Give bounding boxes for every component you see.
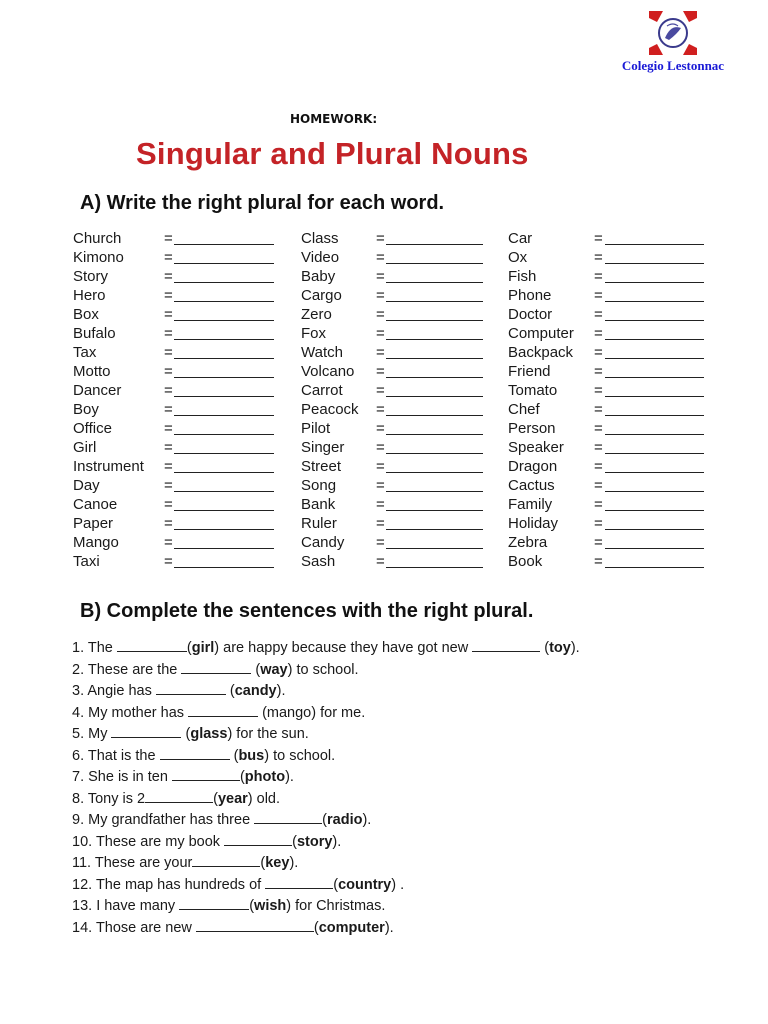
singular-word: Instrument — [73, 458, 144, 475]
equals-sign: = — [594, 439, 603, 456]
equals-sign: = — [594, 401, 603, 418]
equals-sign: = — [164, 534, 173, 551]
equals-sign: = — [164, 230, 173, 247]
sentence-number: 11. — [72, 855, 95, 871]
equals-sign: = — [164, 515, 173, 532]
singular-word: Dancer — [73, 382, 122, 399]
equals-sign: = — [376, 287, 385, 304]
sentence-item — [72, 810, 580, 832]
plural-answer-blank[interactable] — [386, 548, 483, 549]
sentence-text: My mother has — [88, 704, 189, 721]
answer-blank[interactable] — [179, 897, 249, 910]
sentence-text: ( — [229, 747, 239, 764]
equals-sign: = — [594, 496, 603, 513]
equals-sign: = — [164, 287, 173, 304]
sentence-text: ). — [362, 812, 372, 828]
singular-word: Class — [301, 230, 339, 247]
answer-blank[interactable] — [265, 876, 333, 889]
sentence-item — [72, 875, 580, 897]
equals-sign: = — [376, 363, 385, 380]
school-crest-icon — [645, 8, 701, 58]
equals-sign: = — [376, 344, 385, 361]
sentence-text: ). — [332, 833, 342, 850]
equals-sign: = — [376, 249, 385, 266]
equals-sign: = — [376, 230, 385, 247]
answer-blank[interactable] — [111, 725, 181, 738]
singular-word: Sash — [301, 553, 336, 570]
noun-hint: candy — [234, 683, 277, 699]
singular-word: Paper — [73, 515, 114, 532]
equals-sign: = — [164, 496, 173, 513]
plural-answer-blank[interactable] — [174, 472, 274, 473]
equals-sign: = — [376, 477, 385, 494]
answer-blank[interactable] — [145, 790, 213, 803]
answer-blank[interactable] — [192, 854, 260, 867]
plural-answer-blank[interactable] — [386, 301, 483, 302]
sentence-text: My grandfather has three — [88, 812, 255, 828]
equals-sign: = — [594, 268, 603, 285]
plural-answer-blank[interactable] — [605, 453, 704, 454]
plural-answer-blank[interactable] — [605, 548, 704, 549]
noun-hint: country — [338, 876, 392, 893]
sentence-number: 4. — [72, 704, 89, 721]
noun-hint: photo — [244, 769, 286, 785]
answer-blank[interactable] — [117, 639, 187, 652]
singular-word: Computer — [508, 325, 574, 342]
sentence-item — [72, 767, 580, 789]
plural-answer-blank[interactable] — [174, 548, 274, 549]
sentence-text: ( — [322, 812, 328, 828]
plural-answer-blank[interactable] — [386, 491, 483, 492]
equals-sign: = — [376, 420, 385, 437]
sentence-number: 3. — [72, 683, 88, 699]
singular-word: Book — [508, 553, 543, 570]
sentence-text: ) old. — [247, 790, 281, 807]
equals-sign: = — [376, 439, 385, 456]
plural-answer-blank[interactable] — [386, 510, 483, 511]
plural-answer-blank[interactable] — [605, 434, 704, 435]
plural-answer-blank[interactable] — [386, 244, 483, 245]
singular-word: Canoe — [73, 496, 118, 513]
plural-answer-blank[interactable] — [386, 282, 483, 283]
sentence-item — [72, 746, 580, 768]
plural-answer-blank[interactable] — [386, 320, 483, 321]
equals-sign: = — [164, 382, 173, 399]
singular-word: Day — [73, 477, 100, 494]
equals-sign: = — [164, 306, 173, 323]
plural-answer-blank[interactable] — [386, 358, 483, 359]
plural-answer-blank[interactable] — [174, 263, 274, 264]
equals-sign: = — [164, 458, 173, 475]
singular-word: Peacock — [301, 401, 359, 418]
equals-sign: = — [376, 401, 385, 418]
equals-sign: = — [594, 534, 603, 551]
plural-answer-blank[interactable] — [605, 491, 704, 492]
singular-word: Taxi — [73, 553, 100, 570]
sentence-item — [72, 789, 580, 811]
equals-sign: = — [594, 363, 603, 380]
sentence-text: ) to school. — [264, 747, 336, 764]
sentence-text: Those are new — [95, 919, 196, 936]
noun-hint: computer — [318, 919, 385, 936]
sentence-number: 7. — [72, 769, 89, 785]
school-name: Colegio Lestonnac — [621, 58, 725, 73]
singular-word: Pilot — [301, 420, 331, 437]
singular-word: Baby — [301, 268, 336, 285]
noun-hint: year — [217, 790, 248, 807]
plural-answer-blank[interactable] — [386, 472, 483, 473]
answer-blank[interactable] — [188, 704, 258, 717]
sentence-text: ( — [333, 876, 339, 893]
sentence-text: ( — [260, 855, 266, 871]
singular-word: Story — [73, 268, 109, 285]
singular-word: Person — [508, 420, 556, 437]
singular-word: Song — [301, 477, 337, 494]
plural-answer-blank[interactable] — [605, 415, 704, 416]
sentence-text: The — [87, 640, 117, 656]
sentence-item — [72, 681, 580, 703]
singular-word: Watch — [301, 344, 343, 361]
singular-word: Kimono — [73, 249, 124, 266]
plural-answer-blank[interactable] — [174, 282, 274, 283]
singular-word: Bufalo — [73, 325, 116, 342]
plural-answer-blank[interactable] — [605, 244, 704, 245]
plural-answer-blank[interactable] — [386, 396, 483, 397]
singular-word: Church — [73, 230, 122, 247]
sentence-item — [72, 638, 580, 660]
sentence-number: 13. — [72, 898, 97, 914]
plural-answer-blank[interactable] — [174, 301, 274, 302]
plural-answer-blank[interactable] — [605, 320, 704, 321]
noun-hint: radio — [327, 812, 363, 828]
plural-answer-blank[interactable] — [605, 396, 704, 397]
singular-word: Car — [508, 230, 533, 247]
answer-blank[interactable] — [160, 747, 230, 760]
sentence-text: ( — [249, 898, 255, 914]
sentence-number: 1. — [72, 640, 88, 656]
equals-sign: = — [594, 287, 603, 304]
equals-sign: = — [594, 477, 603, 494]
noun-hint: bus — [238, 747, 265, 764]
equals-sign: = — [594, 249, 603, 266]
noun-hint: glass — [190, 726, 228, 742]
sentence-number: 6. — [72, 747, 88, 764]
equals-sign: = — [594, 306, 603, 323]
plural-answer-blank[interactable] — [605, 377, 704, 378]
answer-blank[interactable] — [254, 811, 322, 824]
sentence-number: 12. — [72, 876, 96, 893]
sentence-text: These are your — [94, 855, 193, 871]
equals-sign: = — [594, 325, 603, 342]
plural-answer-blank[interactable] — [386, 453, 483, 454]
sentence-text: ) are happy because they have got new — [214, 640, 473, 656]
equals-sign: = — [164, 401, 173, 418]
sentence-text: (mango) for me. — [258, 704, 366, 721]
answer-blank[interactable] — [156, 682, 226, 695]
school-logo-block — [608, 8, 738, 74]
sentence-text: That is the — [87, 747, 160, 764]
answer-blank[interactable] — [224, 833, 292, 846]
plural-answer-blank[interactable] — [386, 434, 483, 435]
singular-word: Ox — [508, 249, 528, 266]
equals-sign: = — [376, 325, 385, 342]
equals-sign: = — [376, 515, 385, 532]
sentence-text: ( — [540, 640, 550, 656]
equals-sign: = — [376, 496, 385, 513]
plural-word-table — [0, 229, 768, 579]
singular-word: Holiday — [508, 515, 559, 532]
plural-answer-blank[interactable] — [386, 263, 483, 264]
sentence-text: ( — [292, 833, 297, 850]
sentence-number: 10. — [72, 833, 96, 850]
sentence-item — [72, 660, 580, 682]
singular-word: Fish — [508, 268, 537, 285]
sentence-text: ) to school. — [287, 661, 359, 678]
sentence-item — [72, 832, 580, 854]
singular-word: Fox — [301, 325, 327, 342]
singular-word: Tomato — [508, 382, 558, 399]
sentence-item — [72, 918, 580, 940]
singular-word: Volcano — [301, 363, 355, 380]
equals-sign: = — [594, 553, 603, 570]
equals-sign: = — [376, 553, 385, 570]
singular-word: Candy — [301, 534, 345, 551]
plural-answer-blank[interactable] — [386, 377, 483, 378]
sentence-text: I have many — [96, 898, 180, 914]
singular-word: Friend — [508, 363, 551, 380]
plural-answer-blank[interactable] — [605, 263, 704, 264]
sentence-text: These are the — [87, 661, 182, 678]
section-b-heading: B) Complete the sentences with the right plural. — [80, 600, 534, 622]
sentence-item — [72, 853, 580, 875]
answer-blank[interactable] — [172, 768, 240, 781]
noun-hint: story — [296, 833, 333, 850]
answer-blank[interactable] — [472, 639, 540, 652]
plural-answer-blank[interactable] — [174, 339, 274, 340]
equals-sign: = — [594, 420, 603, 437]
sentence-number: 14. — [72, 919, 96, 936]
singular-word: Backpack — [508, 344, 574, 361]
equals-sign: = — [164, 363, 173, 380]
section-a-heading: A) Write the right plural for each word. — [80, 192, 445, 214]
sentence-text: ( — [313, 919, 319, 936]
equals-sign: = — [164, 439, 173, 456]
equals-sign: = — [376, 534, 385, 551]
answer-blank[interactable] — [196, 919, 314, 932]
plural-answer-blank[interactable] — [605, 472, 704, 473]
noun-hint: key — [265, 855, 290, 871]
singular-word: Dragon — [508, 458, 558, 475]
worksheet-title: Singular and Plural Nouns — [136, 136, 529, 171]
sentence-number: 2. — [72, 661, 88, 678]
sentence-text: ). — [570, 640, 580, 656]
noun-hint: way — [260, 661, 288, 678]
singular-word: Phone — [508, 287, 552, 304]
plural-answer-blank[interactable] — [386, 529, 483, 530]
plural-answer-blank[interactable] — [174, 396, 274, 397]
singular-word: Ruler — [301, 515, 337, 532]
sentence-text: She is in ten — [88, 769, 172, 785]
sentence-text: ) . — [391, 876, 405, 893]
singular-word: Tax — [73, 344, 97, 361]
singular-word: Motto — [73, 363, 111, 380]
plural-answer-blank[interactable] — [386, 339, 483, 340]
sentence-text: ( — [251, 661, 261, 678]
singular-word: Family — [508, 496, 553, 513]
noun-hint: wish — [254, 898, 287, 914]
sentence-text: ( — [225, 683, 235, 699]
sentence-item — [72, 896, 580, 918]
homework-label: HOMEWORK: — [290, 112, 378, 126]
sentence-list — [72, 638, 580, 939]
sentence-text: ) for Christmas. — [286, 898, 386, 914]
singular-word: Video — [301, 249, 340, 266]
equals-sign: = — [376, 382, 385, 399]
equals-sign: = — [594, 230, 603, 247]
sentence-item — [72, 724, 580, 746]
equals-sign: = — [164, 553, 173, 570]
equals-sign: = — [164, 344, 173, 361]
sentence-item — [72, 703, 580, 725]
plural-answer-blank[interactable] — [386, 567, 483, 568]
sentence-number: 9. — [72, 812, 89, 828]
singular-word: Street — [301, 458, 342, 475]
singular-word: Zebra — [508, 534, 548, 551]
singular-word: Speaker — [508, 439, 564, 456]
sentence-text: The map has hundreds of — [95, 876, 266, 893]
sentence-text: ). — [384, 919, 394, 936]
singular-word: Office — [73, 420, 112, 437]
sentence-text: ). — [276, 683, 286, 699]
singular-word: Hero — [73, 287, 106, 304]
equals-sign: = — [594, 344, 603, 361]
sentence-text: ( — [213, 790, 218, 807]
sentence-text: Tony is 2 — [87, 790, 146, 807]
singular-word: Cactus — [508, 477, 555, 494]
plural-answer-blank[interactable] — [605, 529, 704, 530]
plural-answer-blank[interactable] — [386, 415, 483, 416]
singular-word: Mango — [73, 534, 119, 551]
equals-sign: = — [164, 268, 173, 285]
singular-word: Chef — [508, 401, 540, 418]
plural-answer-blank[interactable] — [174, 453, 274, 454]
equals-sign: = — [164, 325, 173, 342]
plural-answer-blank[interactable] — [174, 358, 274, 359]
equals-sign: = — [594, 382, 603, 399]
sentence-text: ). — [289, 855, 299, 871]
plural-answer-blank[interactable] — [174, 491, 274, 492]
equals-sign: = — [164, 477, 173, 494]
plural-answer-blank[interactable] — [174, 377, 274, 378]
noun-hint: toy — [549, 640, 571, 656]
sentence-text: My — [88, 726, 112, 742]
equals-sign: = — [376, 458, 385, 475]
sentence-text: ( — [186, 640, 192, 656]
singular-word: Carrot — [301, 382, 343, 399]
equals-sign: = — [376, 306, 385, 323]
plural-answer-blank[interactable] — [174, 244, 274, 245]
plural-answer-blank[interactable] — [174, 415, 274, 416]
plural-answer-blank[interactable] — [605, 282, 704, 283]
singular-word: Zero — [301, 306, 332, 323]
equals-sign: = — [594, 458, 603, 475]
equals-sign: = — [164, 249, 173, 266]
plural-answer-blank[interactable] — [605, 301, 704, 302]
plural-answer-blank[interactable] — [174, 434, 274, 435]
sentence-text: ). — [285, 769, 294, 785]
plural-answer-blank[interactable] — [174, 320, 274, 321]
sentence-text: Angie has — [87, 683, 156, 699]
plural-answer-blank[interactable] — [605, 358, 704, 359]
singular-word: Box — [73, 306, 99, 323]
plural-answer-blank[interactable] — [605, 339, 704, 340]
singular-word: Boy — [73, 401, 99, 418]
sentence-text: ) for the sun. — [227, 726, 309, 742]
plural-answer-blank[interactable] — [605, 510, 704, 511]
singular-word: Doctor — [508, 306, 553, 323]
singular-word: Cargo — [301, 287, 342, 304]
plural-answer-blank[interactable] — [174, 510, 274, 511]
equals-sign: = — [376, 268, 385, 285]
singular-word: Bank — [301, 496, 336, 513]
singular-word: Girl — [73, 439, 97, 456]
equals-sign: = — [594, 515, 603, 532]
sentence-text: ( — [181, 726, 191, 742]
plural-answer-blank[interactable] — [605, 567, 704, 568]
plural-answer-blank[interactable] — [174, 529, 274, 530]
equals-sign: = — [164, 420, 173, 437]
sentence-text: These are my book — [95, 833, 225, 850]
singular-word: Singer — [301, 439, 345, 456]
sentence-number: 5. — [72, 726, 89, 742]
sentence-number: 8. — [72, 790, 88, 807]
plural-answer-blank[interactable] — [174, 567, 274, 568]
sentence-text: ( — [239, 769, 245, 785]
noun-hint: girl — [191, 640, 215, 656]
answer-blank[interactable] — [181, 661, 251, 674]
